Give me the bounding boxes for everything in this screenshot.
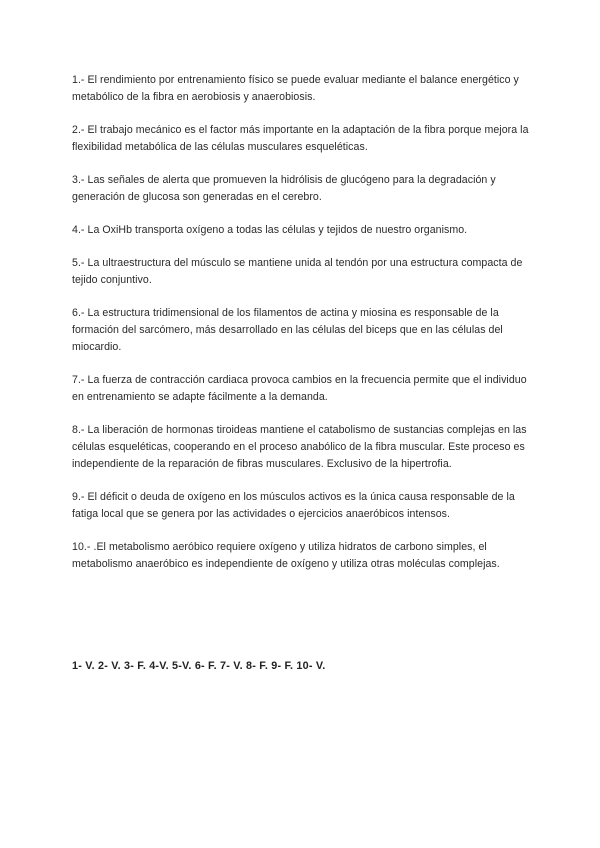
statement-8: 8.- La liberación de hormonas tiroideas mantiene el catabolismo de sustancias complejas en las células esqueléticas, cooperando en el proceso anabólico de la fibra muscular. Este proceso es independiente de la reparación de fibras musculares. Exclusivo de la hipertrofia. [72, 424, 527, 470]
answer-key: 1- V. 2- V. 3- F. 4-V. 5-V. 6- F. 7- V. 8- F. 9- F. 10- V. [72, 660, 326, 672]
statement-1: 1.- El rendimiento por entrenamiento físico se puede evaluar mediante el balance energético y metabólico de la fibra en aerobiosis y anaerobiosis. [72, 74, 519, 103]
statement-5: 5.- La ultraestructura del músculo se mantiene unida al tendón por una estructura compacta de tejido conjuntivo. [72, 257, 523, 286]
statement-list [72, 72, 534, 589]
statement-9: 9.- El déficit o deuda de oxígeno en los músculos activos es la única causa responsable de la fatiga local que se genera por las actividades o ejercicios anaeróbicos intensos. [72, 491, 515, 520]
statement-2: 2.- El trabajo mecánico es el factor más importante en la adaptación de la fibra porque mejora la flexibilidad metabólica de las células musculares esqueléticas. [72, 124, 529, 153]
statement-6: 6.- La estructura tridimensional de los filamentos de actina y miosina es responsable de la formación del sarcómero, más desarrollado en las células del biceps que en las células del miocardio. [72, 307, 503, 353]
statement-4: 4.- La OxiHb transporta oxígeno a todas las células y tejidos de nuestro organismo. [72, 224, 468, 236]
statement-10: 10.- .El metabolismo aeróbico requiere oxígeno y utiliza hidratos de carbono simples, el metabolismo anaeróbico es independiente de oxígeno y utiliza otras moléculas complejas. [72, 541, 500, 570]
statement-7: 7.- La fuerza de contracción cardiaca provoca cambios en la frecuencia permite que el individuo en entrenamiento se adapte fácilmente a la demanda. [72, 374, 527, 403]
statement-3: 3.- Las señales de alerta que promueven la hidrólisis de glucógeno para la degradación y generación de glucosa son generadas en el cerebro. [72, 174, 496, 203]
